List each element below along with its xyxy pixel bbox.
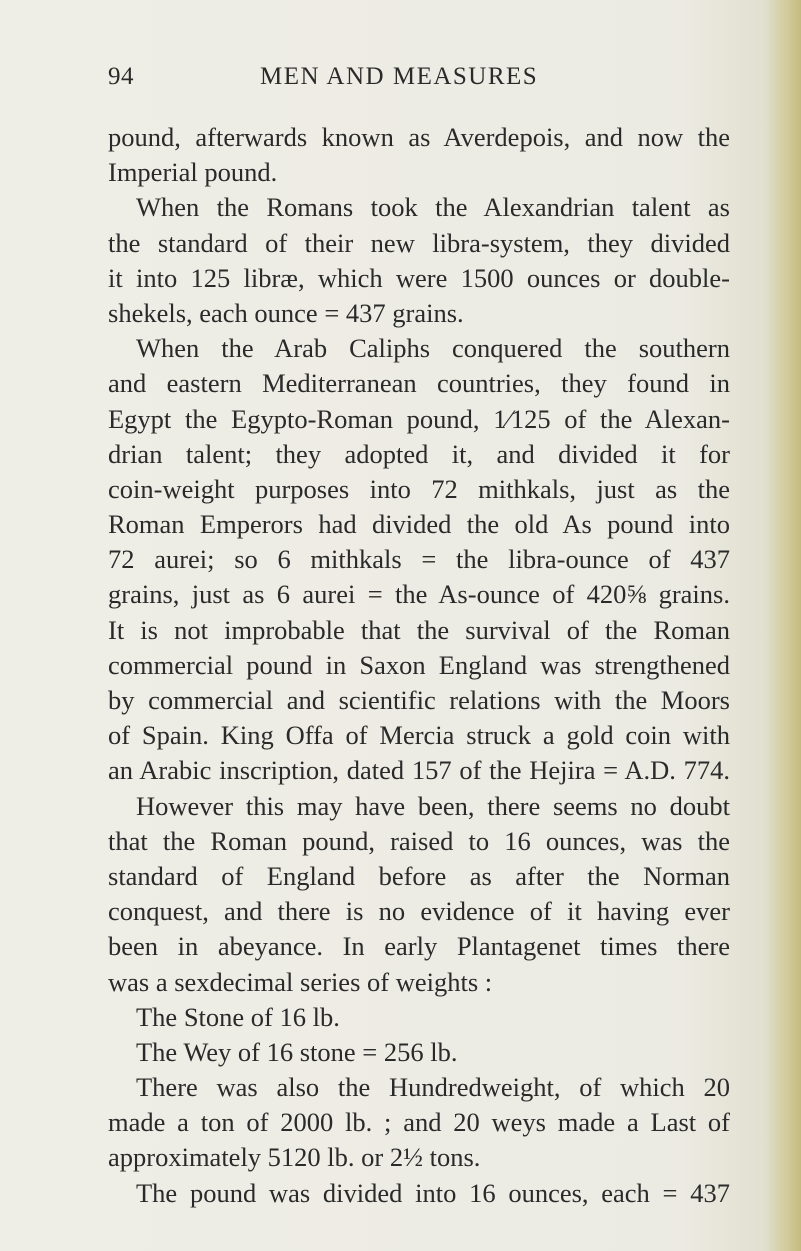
text-line: Roman Emperors had divided the old As pound into [108, 509, 730, 540]
text-line: the standard of their new libra-system, they divided [108, 227, 730, 258]
text-line: The Wey of 16 stone = 256 lb. [136, 1036, 458, 1067]
text-line: approximately 5120 lb. or 2½ tons. [108, 1142, 481, 1173]
text-line: commercial pound in Saxon England was strengthened [108, 649, 730, 680]
text-line: conquest, and there is no evidence of it having ever [108, 896, 730, 927]
text-line: of Spain. King Offa of Mercia struck a gold coin with [108, 720, 730, 751]
text-line: Imperial pound. [108, 157, 278, 188]
text-line: There was also the Hundredweight, of which 20 [136, 1072, 730, 1103]
text-line: When the Romans took the Alexandrian talent as [136, 192, 730, 223]
text-line: and eastern Mediterranean countries, they found in [108, 368, 730, 399]
text-line: pound, afterwards known as Averdepois, and now the [108, 122, 730, 152]
text-line: grains, just as 6 aurei = the As-ounce of 420⅝ grains. [108, 579, 730, 610]
text-line: However this may have been, there seems no doubt [136, 790, 730, 821]
body-text [108, 120, 730, 1211]
running-head: MEN AND MEASURES [260, 63, 539, 90]
text-line: shekels, each ounce = 437 grains. [108, 297, 464, 328]
text-line: drian talent; they adopted it, and divided it for [108, 438, 730, 469]
page-number: 94 [108, 63, 134, 90]
text-line: been in abeyance. In early Plantagenet times there [108, 931, 730, 962]
page-header [108, 63, 730, 97]
text-line: that the Roman pound, raised to 16 ounces, was the [108, 825, 730, 856]
text-line: coin-weight purposes into 72 mithkals, just as the [108, 473, 730, 504]
text-line: 72 aurei; so 6 mithkals = the libra-ounce of 437 [108, 544, 730, 575]
text-line: Egypt the Egypto-Roman pound, 1⁄125 of the Alexan- [108, 403, 730, 434]
text-line: made a ton of 2000 lb. ; and 20 weys made a Last of [108, 1107, 730, 1138]
text-line: The pound was divided into 16 ounces, each = 437 [136, 1177, 730, 1208]
text-line: by commercial and scientific relations with the Moors [108, 685, 730, 715]
text-line: It is not improbable that the survival of the Roman [108, 614, 730, 645]
text-line: When the Arab Caliphs conquered the southern [136, 333, 730, 364]
text-line: it into 125 libræ, which were 1500 ounces or double- [108, 262, 730, 293]
page-edge-stain [767, 0, 801, 1251]
text-line: The Stone of 16 lb. [136, 1001, 340, 1032]
text-line: standard of England before as after the Norman [108, 860, 730, 891]
text-line: was a sexdecimal series of weights : [108, 966, 493, 997]
text-line: an Arabic inscription, dated 157 of the Hejira = A.D. 774. [108, 755, 730, 786]
